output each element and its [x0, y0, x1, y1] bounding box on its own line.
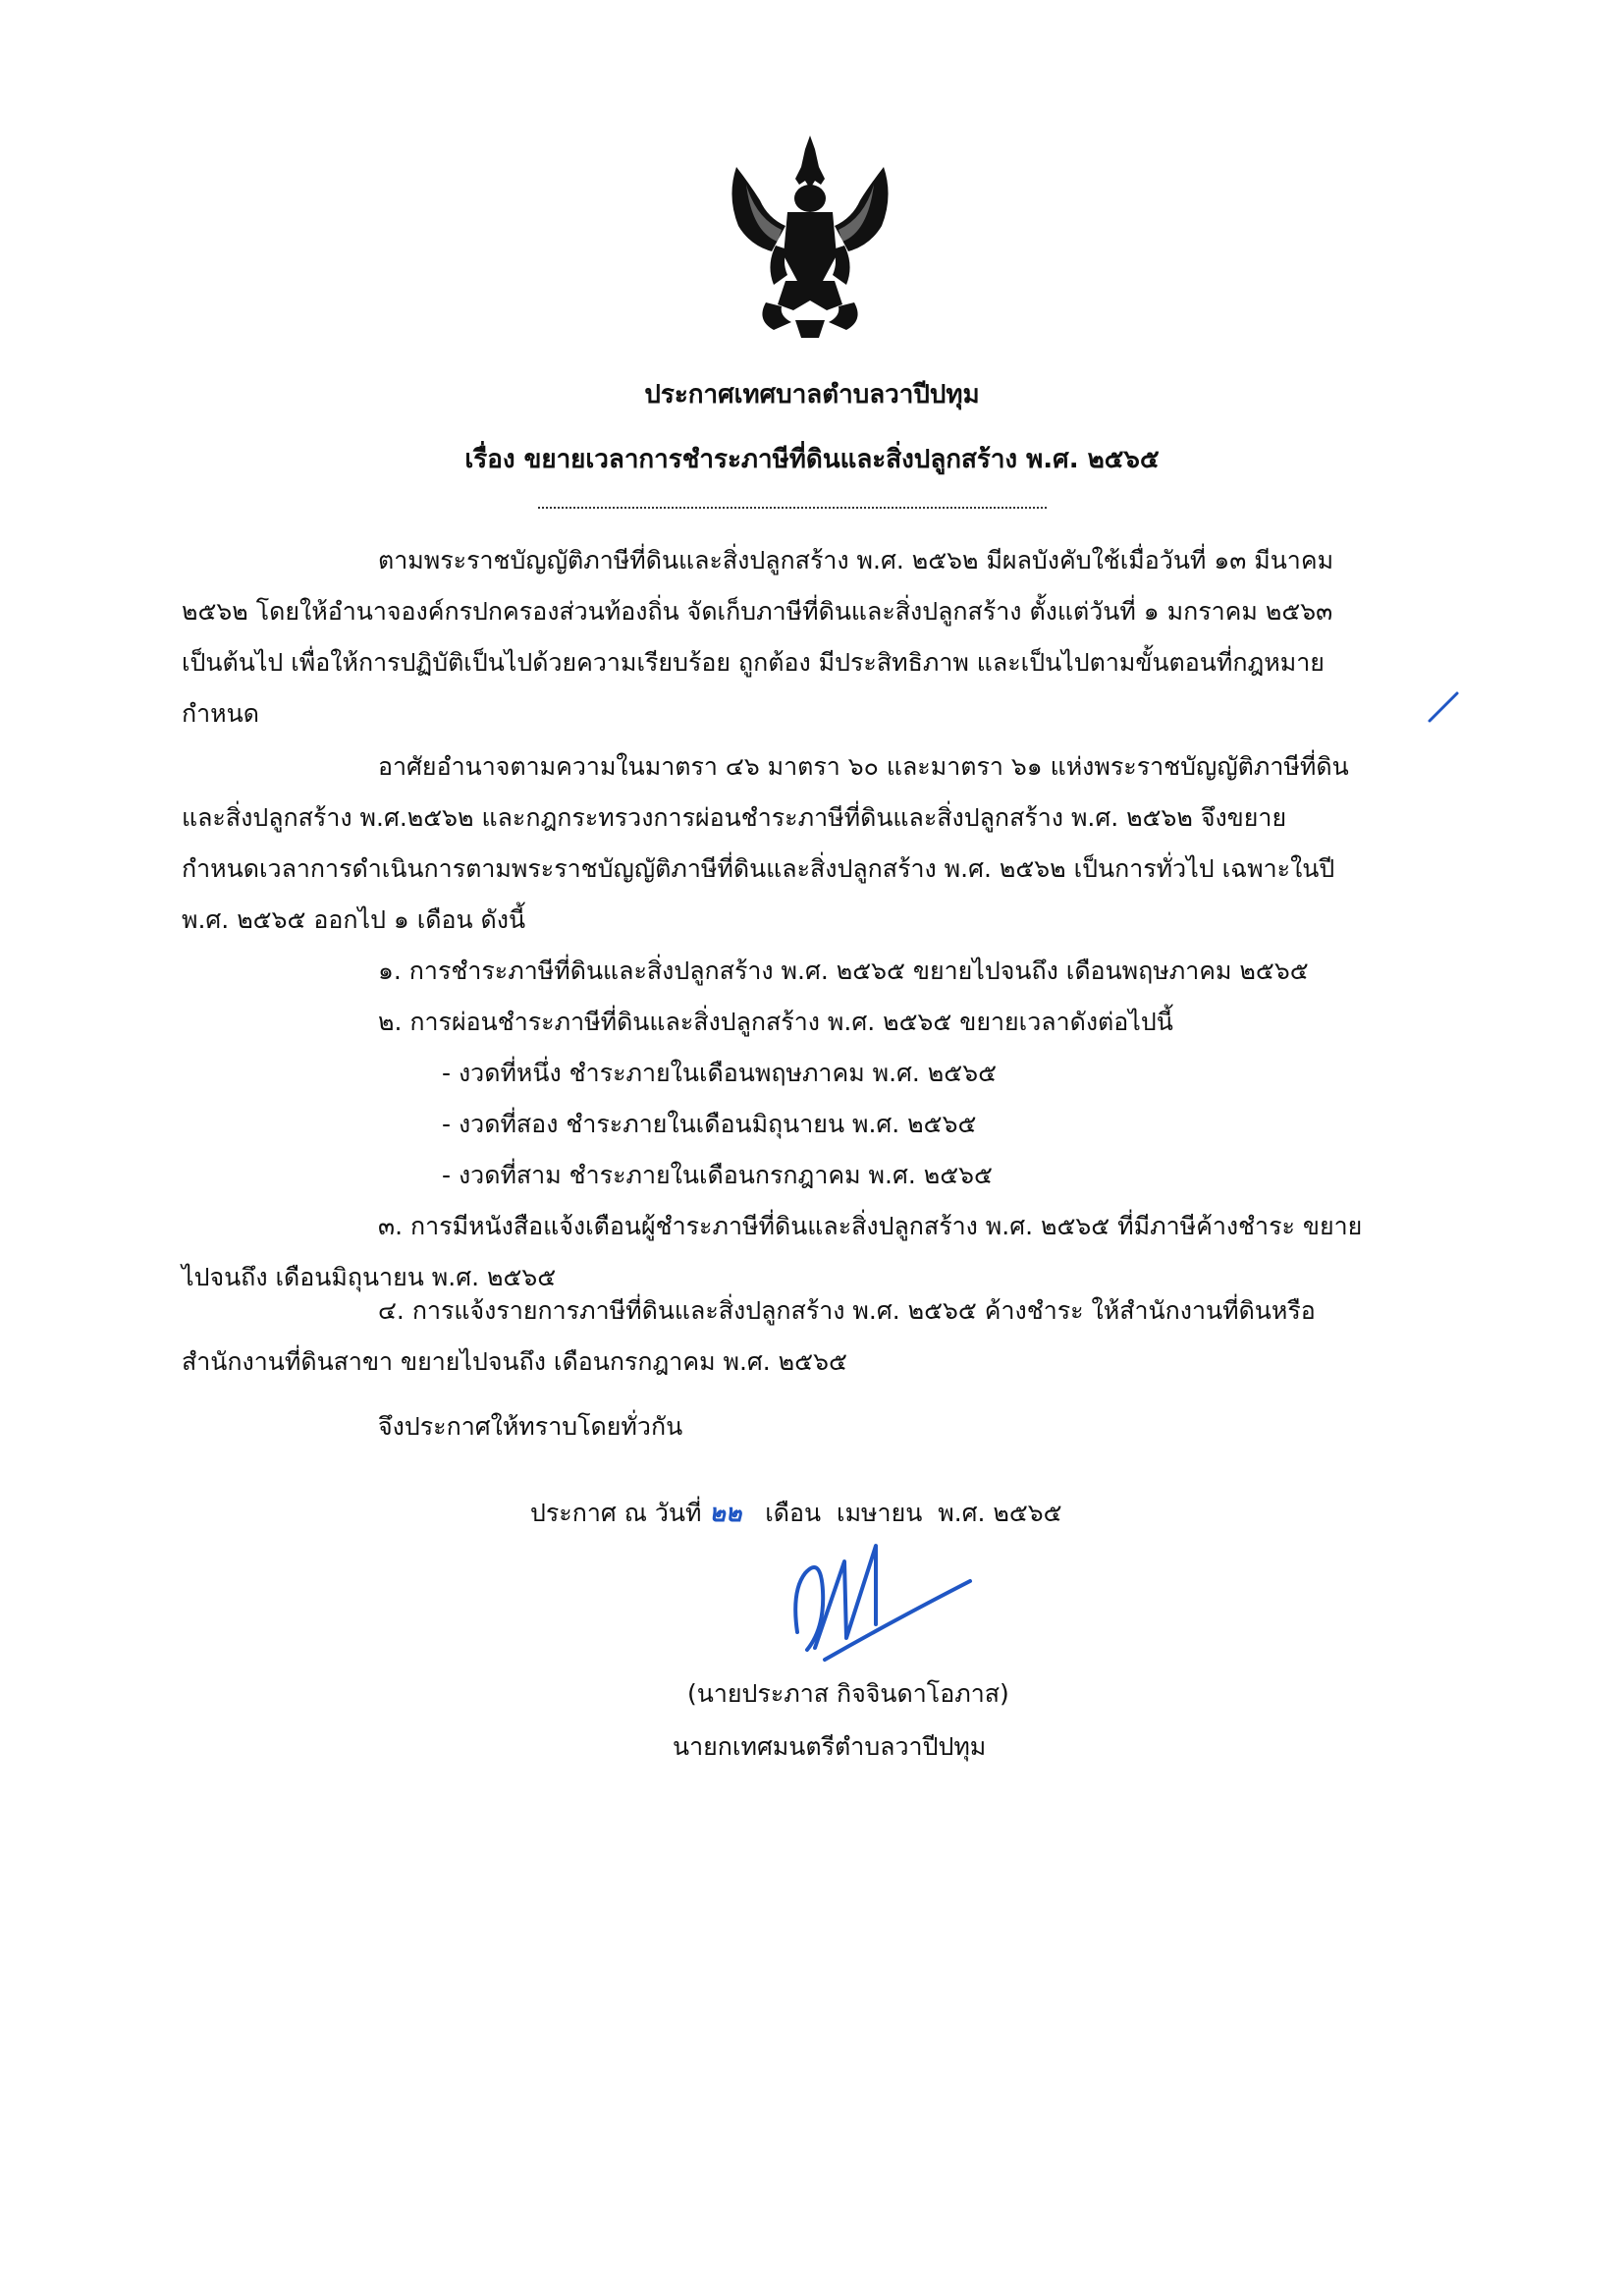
- signatory-position: นายกเทศมนตรีตำบลวาปีปทุม: [673, 1732, 987, 1761]
- paragraph-1-line-1: ตามพระราชบัญญัติภาษีที่ดินและสิ่งปลูกสร้าง พ.ศ. ๒๕๖๒ มีผลบังคับใช้เมื่อวันที่ ๑๓ มีนาคม: [378, 546, 1334, 574]
- paragraph-2-line-1: อาศัยอำนาจตามความในมาตรา ๔๖ มาตรา ๖๐ และมาตรา ๖๑ แห่งพระราชบัญญัติภาษีที่ดิน: [378, 752, 1349, 781]
- item-2-installment-1: - งวดที่หนึ่ง ชำระภายในเดือนพฤษภาคม พ.ศ. ๒๕๖๕: [442, 1059, 998, 1087]
- announcement-title: ประกาศเทศบาลตำบลวาปีปทุม: [644, 380, 980, 410]
- title-divider: [538, 507, 1047, 509]
- pen-mark-icon: [1424, 687, 1463, 727]
- signature-icon: [785, 1522, 982, 1679]
- item-1: ๑. การชำระภาษีที่ดินและสิ่งปลูกสร้าง พ.ศ. ๒๕๖๕ ขยายไปจนถึง เดือนพฤษภาคม ๒๕๖๕: [378, 957, 1309, 985]
- item-2-installment-3: - งวดที่สาม ชำระภายในเดือนกรกฎาคม พ.ศ. ๒๕๖๕: [442, 1161, 993, 1189]
- dateline-month: เมษายน: [837, 1499, 923, 1527]
- item-3-line-1: ๓. การมีหนังสือแจ้งเตือนผู้ชำระภาษีที่ดินและสิ่งปลูกสร้าง พ.ศ. ๒๕๖๕ ที่มีภาษีค้างชำระ ขยาย: [378, 1212, 1363, 1240]
- closing-statement: จึงประกาศให้ทราบโดยทั่วกัน: [378, 1412, 683, 1441]
- item-4-line-2: สำนักงานที่ดินสาขา ขยายไปจนถึง เดือนกรกฎาคม พ.ศ. ๒๕๖๕: [182, 1347, 847, 1376]
- dateline-year: พ.ศ. ๒๕๖๕: [938, 1499, 1062, 1527]
- paragraph-2-line-2: และสิ่งปลูกสร้าง พ.ศ.๒๕๖๒ และกฎกระทรวงการผ่อนชำระภาษีที่ดินและสิ่งปลูกสร้าง พ.ศ. ๒๕๖๒ จึงขยาย: [182, 803, 1287, 832]
- paragraph-2-line-4: พ.ศ. ๒๕๖๕ ออกไป ๑ เดือน ดังนี้: [182, 905, 526, 934]
- announcement-subject: เรื่อง ขยายเวลาการชำระภาษีที่ดินและสิ่งปลูกสร้าง พ.ศ. ๒๕๖๕: [464, 445, 1160, 474]
- garuda-emblem-icon: [717, 128, 903, 342]
- dateline-month-label: เดือน: [765, 1499, 822, 1527]
- item-2: ๒. การผ่อนชำระภาษีที่ดินและสิ่งปลูกสร้าง พ.ศ. ๒๕๖๕ ขยายเวลาดังต่อไปนี้: [378, 1008, 1173, 1036]
- paragraph-1-line-2: ๒๕๖๒ โดยให้อำนาจองค์กรปกครองส่วนท้องถิ่น จัดเก็บภาษีที่ดินและสิ่งปลูกสร้าง ตั้งแต่วันที่ ๑ มกราคม ๒๕๖๓: [182, 597, 1333, 626]
- item-2-installment-2: - งวดที่สอง ชำระภายในเดือนมิถุนายน พ.ศ. ๒๕๖๕: [442, 1110, 977, 1138]
- item-4-line-1: ๔. การแจ้งรายการภาษีที่ดินและสิ่งปลูกสร้าง พ.ศ. ๒๕๖๕ ค้างชำระ ให้สำนักงานที่ดินหรือ: [378, 1296, 1316, 1325]
- signatory-name: (นายประภาส กิจจินดาโอภาส): [687, 1679, 1009, 1708]
- dateline-prefix: ประกาศ ณ วันที่: [530, 1499, 702, 1527]
- item-3-line-2: ไปจนถึง เดือนมิถุนายน พ.ศ. ๒๕๖๕: [182, 1263, 557, 1291]
- dateline-day: ๒๒: [709, 1499, 742, 1527]
- paragraph-1-line-3: เป็นต้นไป เพื่อให้การปฏิบัติเป็นไปด้วยความเรียบร้อย ถูกต้อง มีประสิทธิภาพ และเป็นไปตามขั้นตอนที่กฎหมาย: [182, 648, 1325, 677]
- paragraph-2-line-3: กำหนดเวลาการดำเนินการตามพระราชบัญญัติภาษีที่ดินและสิ่งปลูกสร้าง พ.ศ. ๒๕๖๒ เป็นการทั่วไป เฉพาะในปี: [182, 854, 1335, 883]
- paragraph-1-line-4: กำหนด: [182, 699, 259, 728]
